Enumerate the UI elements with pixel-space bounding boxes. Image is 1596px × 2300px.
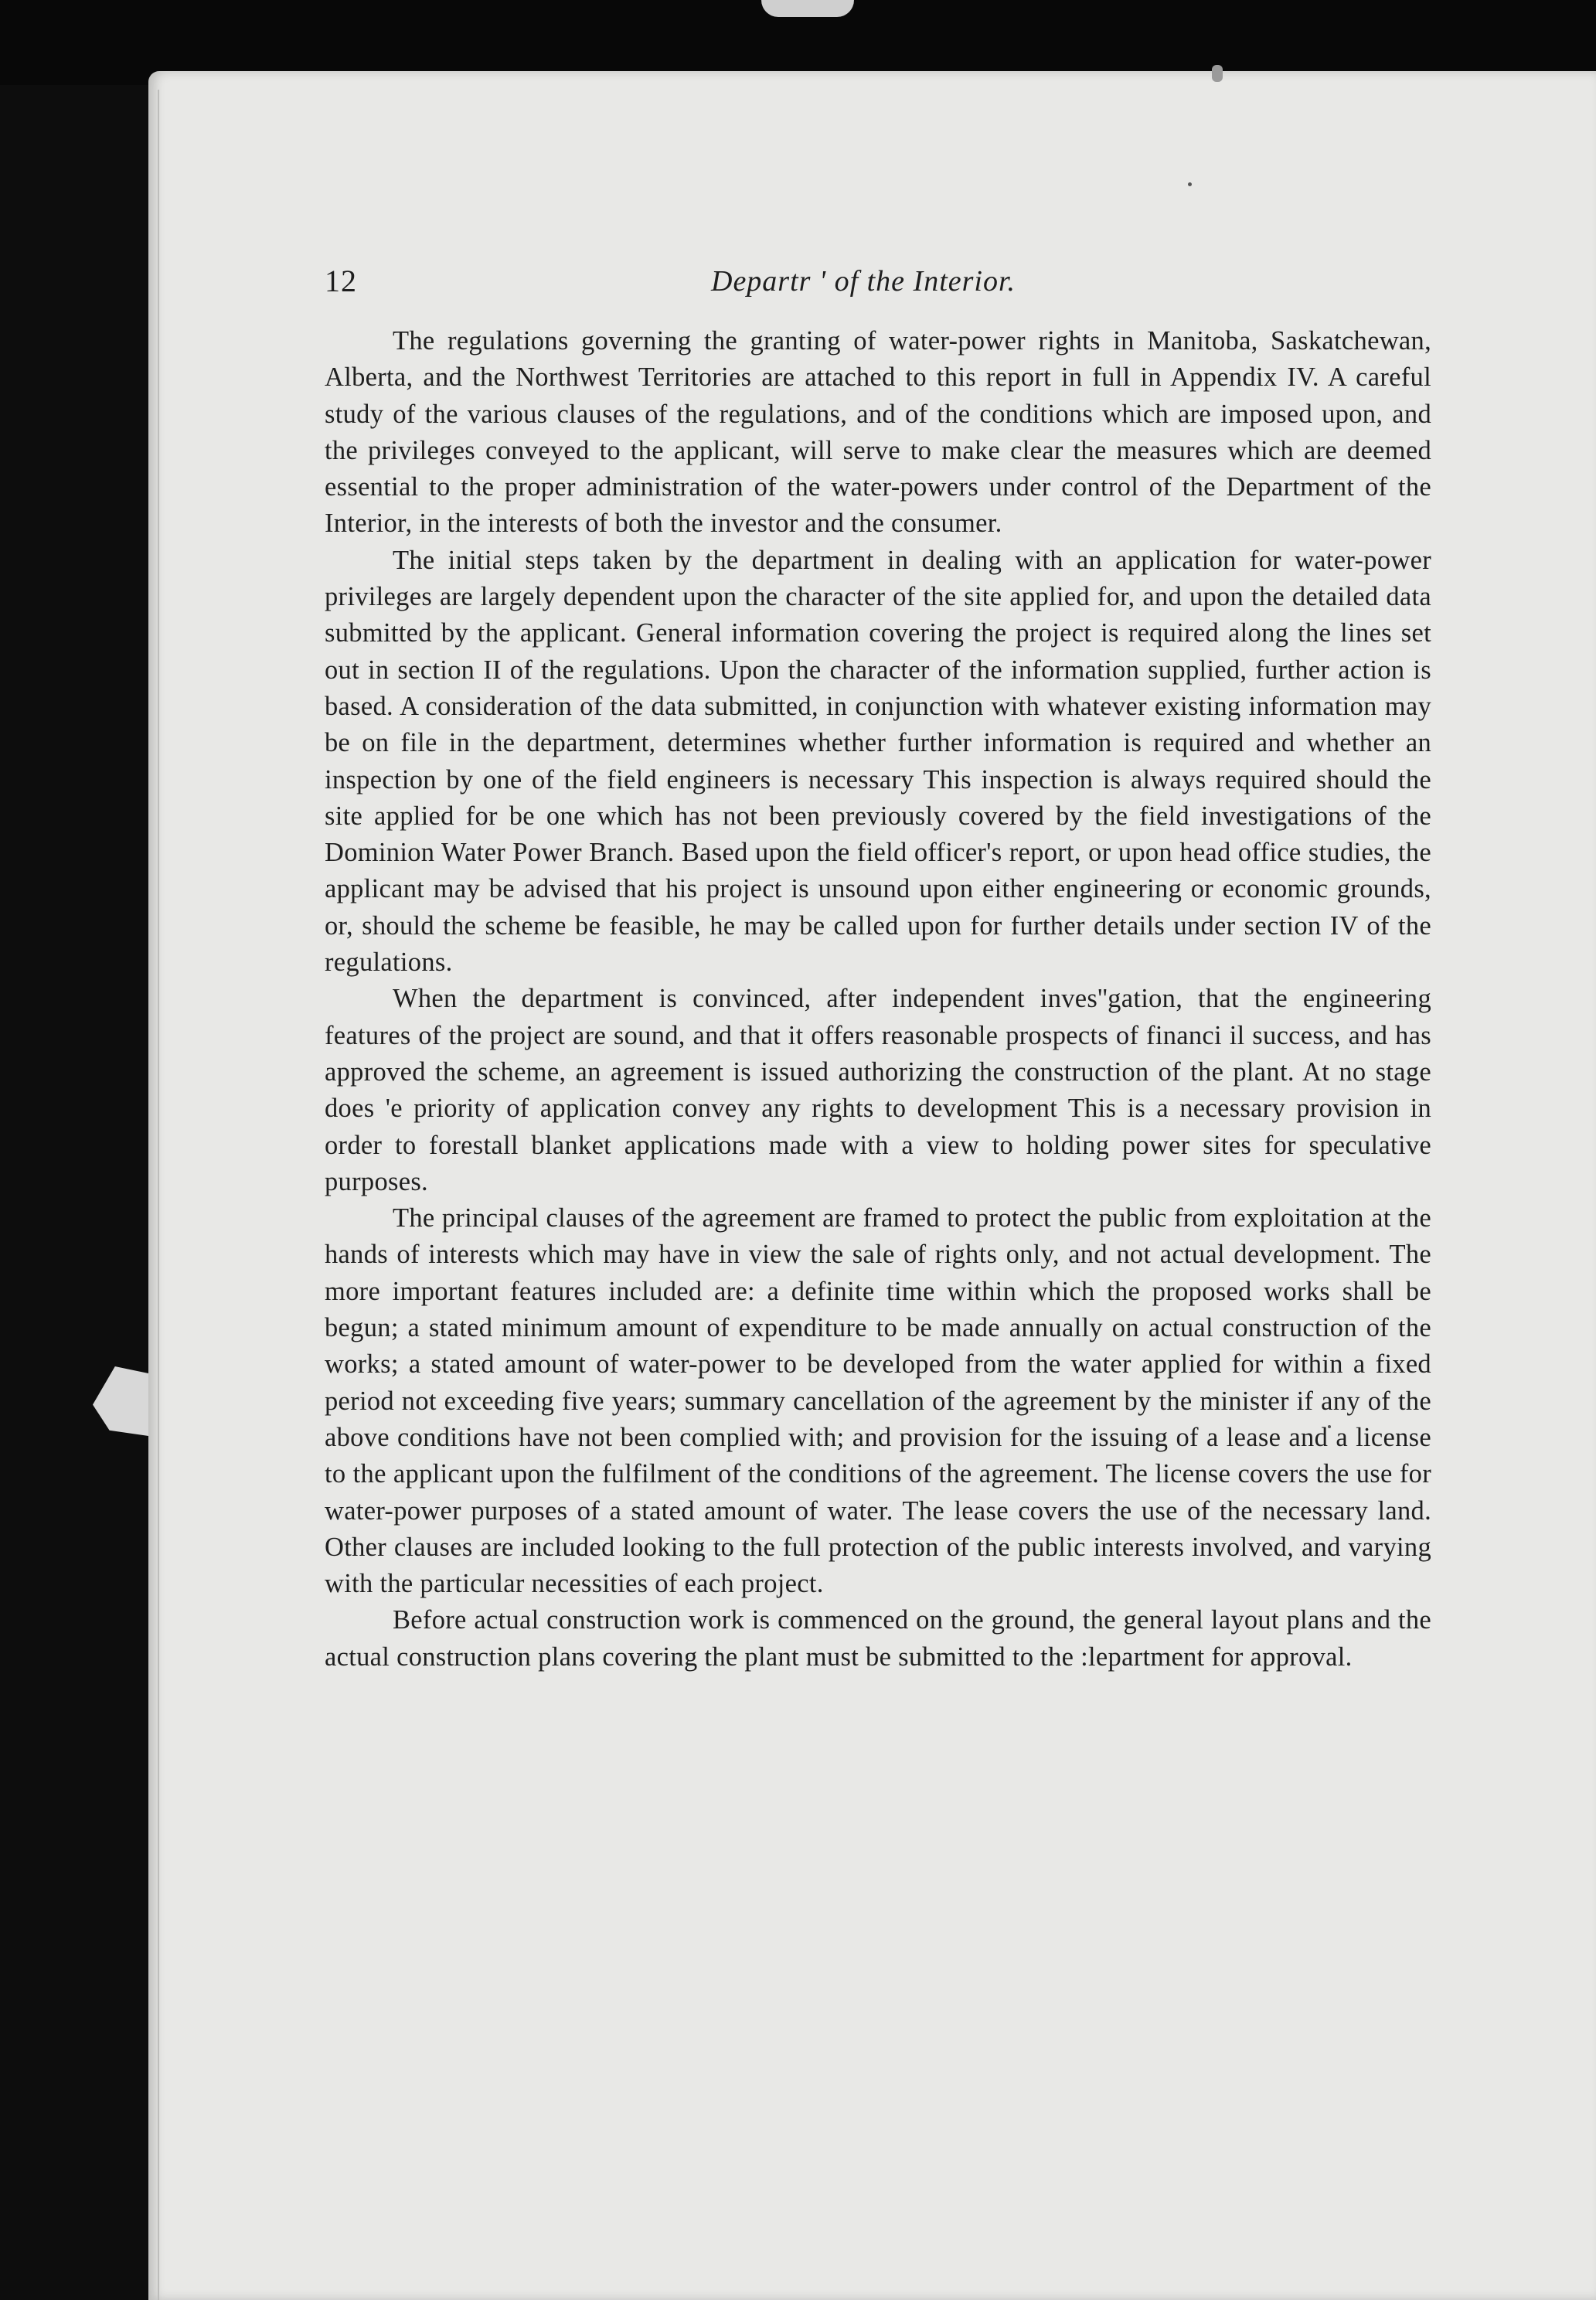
scan-speck [761, 0, 854, 17]
running-head: Departr ' of the Interior. [711, 265, 1016, 298]
scan-speck [93, 1366, 148, 1436]
page-edge-line [158, 90, 159, 2300]
page-dot [1188, 182, 1192, 186]
page-number: 12 [325, 264, 357, 298]
paragraph: The principal clauses of the agreement are framed to protect the public from exploitation at the hands of interests which may have in view the sale of rights only, and not actual development. The more important features included are: a definite time within which the proposed works shall be begun; a stated minimum amount of expenditure to be made annually on actual construction of the works; a stated amount of water-power to be developed from the water applied for within a fixed period not exceeding five years; summary cancellation of the agreement by the minister if any of the above conditions have not been complied with; and provision for the issuing of a lease and a license to the applicant upon the fulfilment of the conditions of the agreement. The license covers the use for water-power purposes of a stated amount of water. The lease covers the use of the necessary land. Other clauses are included looking to the full protection of the public interests involved, and varying with the particular necessities of each project. [325, 1203, 1431, 1599]
body-text [325, 323, 1431, 1676]
paragraph: When the department is convinced, after independent inves''gation, that the engineering features of the project are sound, and that it offers reasonable prospects of financi il success, and has approved the scheme, an agreement is issued authorizing the construction of the plant. At no stage does 'e priority of application convey any rights to development This is a necessary provision in order to forestall blanket applications made with a view to holding power sites for speculative purposes. [325, 984, 1431, 1196]
scan-speck [1212, 65, 1223, 82]
page-header [325, 263, 1422, 309]
paragraph: The initial steps taken by the department in dealing with an application for water-power privileges are largely dependent upon the character of the site applied for, and upon the detailed data submitted by the applicant. General information covering the project is required along the lines set out in section II of the regulations. Upon the character of the information supplied, further action is based. A consideration of the data submitted, in conjunction with whatever existing information may be on file in the department, determines whether further information is required and whether an inspection by one of the field engineers is necessary This inspection is always required should the site applied for be one which has not been previously covered by the field investigations of the Dominion Water Power Branch. Based upon the field officer's report, or upon head office studies, the applicant may be advised that his project is unsound upon either engineering or economic grounds, or, should the scheme be feasible, he may be called upon for further details under section IV of the regulations. [325, 545, 1431, 978]
paragraph: Before actual construction work is commenced on the ground, the general layout plans and the actual construction plans covering the plant must be submitted to the :lepartment for approval. [325, 1605, 1431, 1672]
paragraph: The regulations governing the granting of water-power rights in Manitoba, Saskatchewan, Alberta, and the Northwest Territories are attached to this report in full in Appendix IV. A careful study of the various clauses of the regulations, and of the conditions which are imposed upon, and the privileges conveyed to the applicant, will serve to make clear the measures which are deemed essential to the proper administration of the water-powers under control of the Department of the Interior, in the interests of both the investor and the consumer. [325, 326, 1431, 539]
